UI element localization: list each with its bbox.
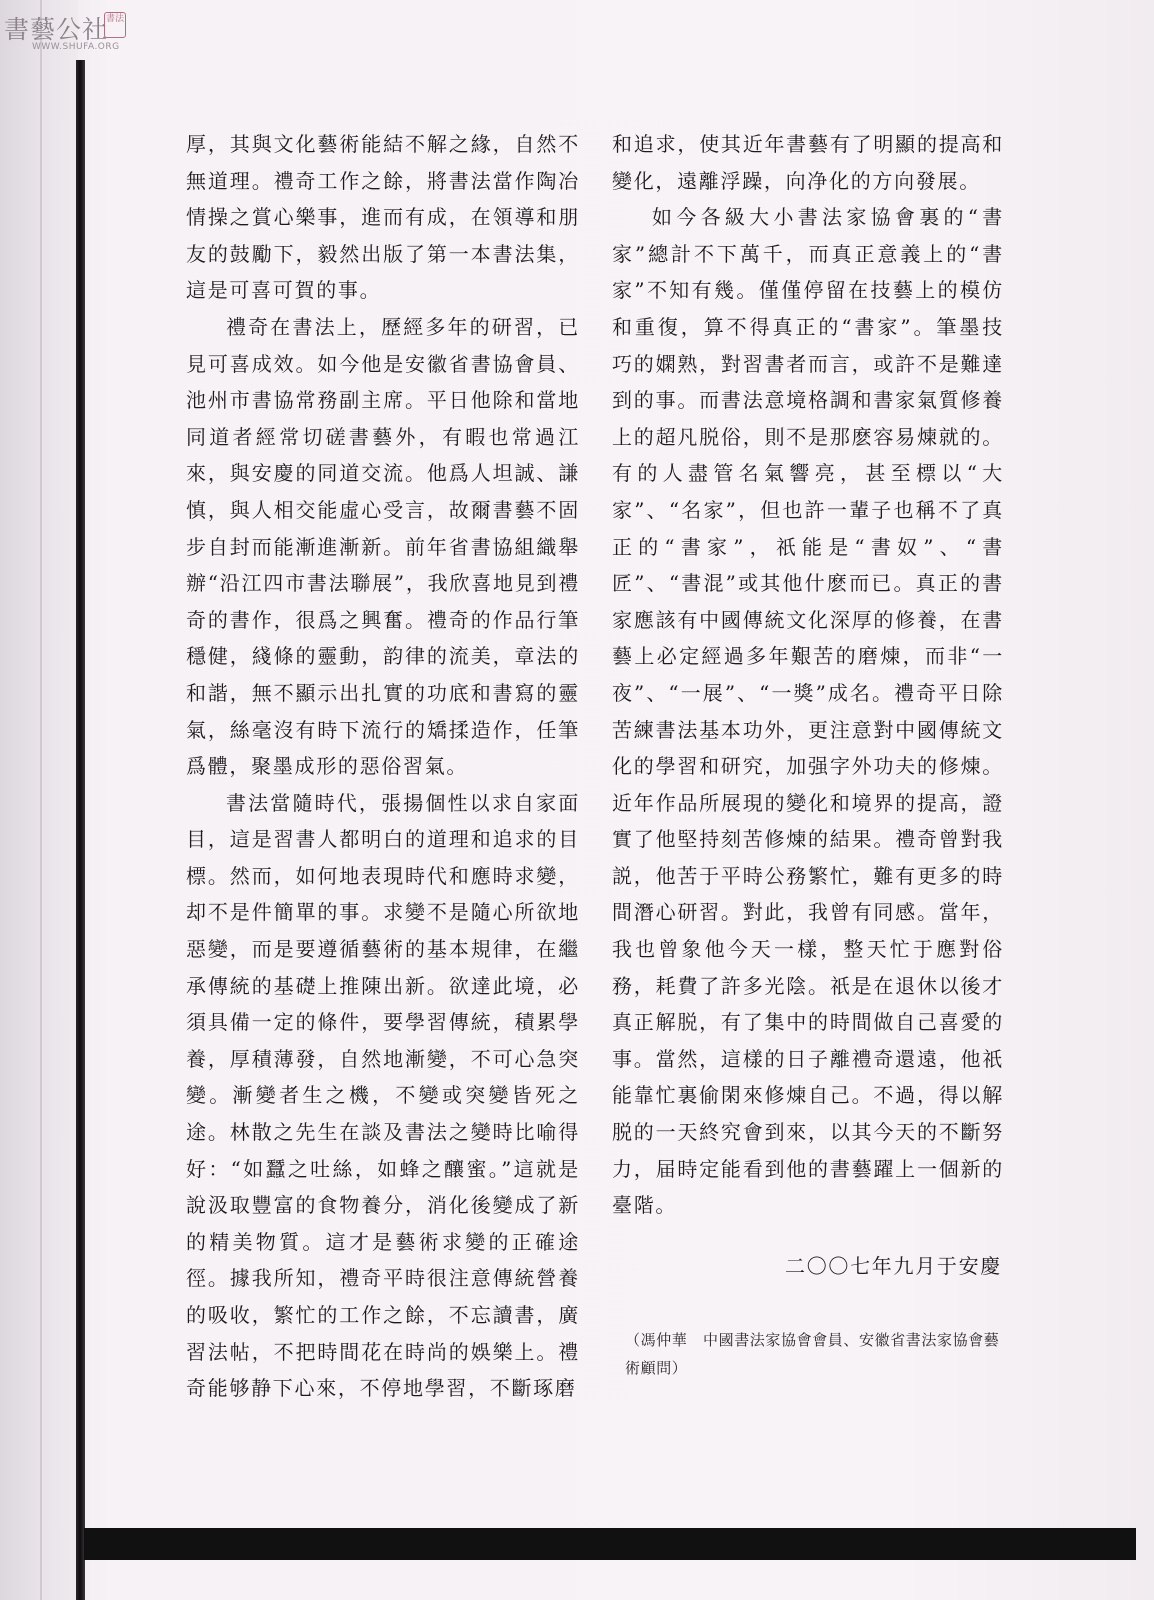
date-signature-line: 二〇〇七年九月于安慶 (785, 1254, 1002, 1278)
left-paragraph-2: 禮奇在書法上，歷經多年的研習，已見可喜成效。如今他是安徽省書協會員、池州市書協常務副主席。平日他除和當地同道者經常切磋書藝外，有暇也常過江來，與安慶的同道交流。他爲人坦誠、謙慎，與人相交能虛心受言，故爾書藝不固步自封而能漸進漸新。前年省書協組織舉辦“沿江四市書法聯展”，我欣喜地見到禮奇的書作，很爲之興奮。禮奇的作品行筆穩健，綫條的靈動，韵律的流美，章法的和諧，無不顯示出扎實的功底和書寫的靈氣，絲毫沒有時下流行的矯揉造作，任筆爲體，聚墨成形的惡俗習氣。 (186, 314, 580, 779)
left-paragraph-1: 厚，其與文化藝術能結不解之緣，自然不無道理。禮奇工作之餘，將書法當作陶冶情操之賞心樂事，進而有成，在領導和朋友的鼓勵下，毅然出版了第一本書法集，這是可喜可賀的事。 (186, 132, 580, 303)
page-fold-line (40, 0, 42, 1600)
left-margin-strip (0, 0, 78, 1600)
binding-edge-line (76, 60, 85, 1600)
left-text-column (186, 126, 580, 1407)
right-paragraph-1: 和追求，使其近年書藝有了明顯的提高和變化，遠離浮躁，向净化的方向發展。 (612, 132, 1004, 193)
author-note: （馮仲華 中國書法家協會會員、安徽省書法家協會藝術顧問） (625, 1331, 1000, 1377)
watermark-url: WWW.SHUFA.ORG (32, 42, 120, 52)
watermark-logo-text: 書藝公社 (4, 15, 109, 44)
right-text-column (612, 126, 1004, 1224)
left-paragraph-3: 書法當隨時代，張揚個性以求自家面目，這是習書人都明白的道理和追求的目標。然而，如何地表現時代和應時求變，却不是件簡單的事。求變不是隨心所欲地惡變，而是要遵循藝術的基本規律，在繼承傳統的基礎上推陳出新。欲達此境，必須具備一定的條件，要學習傳統，積累學養，厚積薄發，自然地漸變，不可心急突變。漸變者生之機，不變或突變皆死之途。林散之先生在談及書法之變時比喻得好：“如蠶之吐絲，如蜂之釀蜜。”這就是說汲取豐富的食物養分，消化後變成了新的精美物質。這才是藝術求變的正確途徑。據我所知，禮奇平時很注意傳統營養的吸收，繁忙的工作之餘，不忘讀書，廣習法帖，不把時間花在時尚的娛樂上。禮奇能够静下心來，不停地學習，不斷琢磨 (186, 790, 580, 1401)
right-paragraph-2: 如今各級大小書法家協會裏的“書家”總計不下萬千，而真正意義上的“書家”不知有幾。僅僅停留在技藝上的模仿和重復，算不得真正的“書家”。筆墨技巧的嫻熟，對習書者而言，或許不是難達到的事。而書法意境格調和書家氣質修養上的超凡脱俗，則不是那麽容易煉就的。有的人盡管名氣響亮，甚至標以“大家”、“名家”，但也許一輩子也稱不了真正的“書家”，祇能是“書奴”、“書匠”、“書混”或其他什麽而已。真正的書家應該有中國傳統文化深厚的修養，在書藝上必定經過多年艱苦的磨煉，而非“一夜”、“一展”、“一獎”成名。禮奇平日除苦練書法基本功外，更注意對中國傳統文化的學習和研究，加强字外功夫的修煉。近年作品所展現的變化和境界的提高，證實了他堅持刻苦修煉的結果。禮奇曾對我説，他苦于平時公務繁忙，難有更多的時間潛心研習。對此，我曾有同感。當年，我也曾象他今天一樣，整天忙于應對俗務，耗費了許多光陰。祇是在退休以後才真正解脱，有了集中的時間做自己喜愛的事。當然，這樣的日子離禮奇還遠，他祇能靠忙裏偷閑來修煉自己。不過，得以解脱的一天終究會到來，以其今天的不斷努力，届時定能看到他的書藝躍上一個新的臺階。 (612, 205, 1004, 1218)
site-watermark (4, 10, 128, 54)
watermark-seal: 書法 (104, 12, 126, 38)
bottom-black-bar (84, 1528, 1136, 1560)
